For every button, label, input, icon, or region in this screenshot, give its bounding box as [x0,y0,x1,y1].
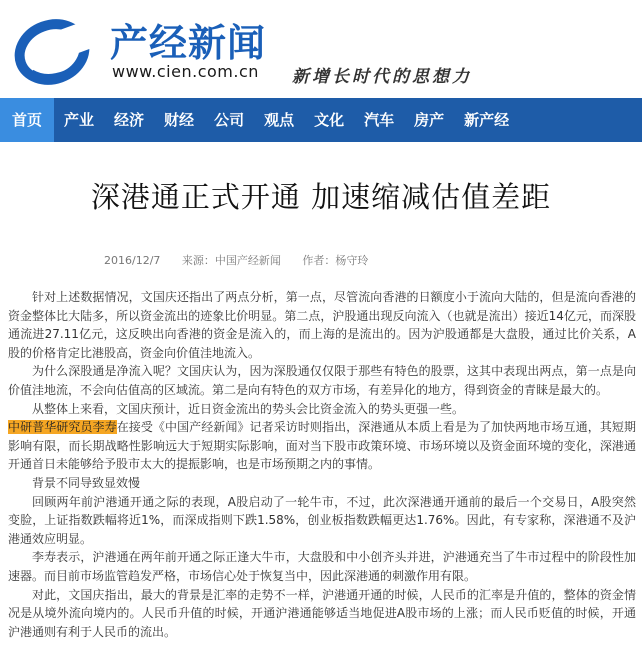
highlighted-text: 中研普华研究员李寿 [8,420,117,435]
paragraph: 李寿表示，沪港通在两年前开通之际正逢大牛市，大盘股和中小创齐头并进，沪港通充当了牛市过程中的阶段性加速器。而目前市场监管趋发严格，市场信心处于恢复当中，因此深港通的刺激作用有限。 [8,550,636,583]
article-title: 深港通正式开通 加速缩减估值差距 [90,180,552,214]
article-meta [104,252,386,268]
site-slogan: 新增长时代的思想力 [292,67,472,87]
main-nav [0,98,642,142]
nav-item-new-economy[interactable]: 新产经 [464,111,510,129]
nav-item-finance[interactable]: 财经 [164,111,195,129]
nav-item-opinion[interactable]: 观点 [264,111,295,129]
nav-item-culture[interactable]: 文化 [314,111,345,129]
logo-url[interactable]: www.cien.com.cn [112,62,259,81]
paragraph: 回顾两年前沪港通开通之际的表现，A股启动了一轮牛市，不过，此次深港通开通前的最后一个交易日，A股突然变脸，上证指数跌幅将近1%，而深成指则下跌1.58%，创业板指数跌幅更达1.76%。因此，有专家称，深港通不及沪港通效应明显。 [8,494,636,546]
logo-c-icon [12,14,90,86]
nav-item-company[interactable]: 公司 [214,111,245,129]
article-author: 作者：杨守玲 [302,254,369,267]
site-header [0,0,642,98]
nav-item-realestate[interactable]: 房产 [414,111,445,129]
article-body [8,288,636,641]
article [0,142,642,639]
paragraph: 对此，文国庆指出，最大的背景是汇率的走势不一样，沪港通开通的时候，人民币的汇率是升值的，整体的资金情况是从境外流向境内的。人民币升值的时候，开通沪港通能够适当地促进A股市场的上涨；而人民币贬值的时候，开通沪港通则有利于人民币的流出。 [8,587,636,639]
paragraph: 针对上述数据情况，文国庆还指出了两点分析，第一点，尽管流向香港的日额度小于流向大陆的，但是流向香港的资金整体比大陆多，所以资金流出的迹象比价明显。第二点，沪股通出现反向流入（也就是流出）接近14亿元，而深股通流进27.11亿元，这反映出向香港的资金是流入的，而上海的是流出的。因为沪股通都是大盘股，通过比价关系，A股的价格肯定比港股高，资金向价值洼地流入。 [8,290,636,360]
section-subheading: 背景不同导致显效慢 [32,475,141,490]
nav-item-home[interactable]: 首页 [0,98,54,142]
nav-item-industry[interactable]: 产业 [64,111,95,129]
article-source: 来源：中国产经新闻 [181,254,281,267]
paragraph: 为什么深股通是净流入呢？文国庆认为，因为深股通仅仅限于那些有特色的股票，这其中表现出两点，第一点是向价值洼地流，不会向估值高的区域流。第二是向有特色的双方市场，有差异化的地方，得到资金的青睐是最大的。 [8,364,636,397]
nav-item-auto[interactable]: 汽车 [364,111,395,129]
paragraph: 从整体上来看，文国庆预计，近日资金流出的势头会比资金流入的势头更强一些。 [32,401,465,416]
paragraph-text: 在接受《中国产经新闻》记者采访时则指出，深港通从本质上看是为了加快两地市场互通，其短期影响有限，而长期战略性影响远大于短期实际影响，面对当下股市政策环境、市场环境以及资金面环境的变化，深港通开通首日未能够给予股市太大的提振影响，也是市场预期之内的事情。 [8,420,636,472]
article-date: 2016/12/7 [104,254,161,267]
paragraph [8,418,636,474]
nav-item-economy[interactable]: 经济 [114,111,145,129]
logo-text[interactable]: 产经新闻 [110,21,267,65]
